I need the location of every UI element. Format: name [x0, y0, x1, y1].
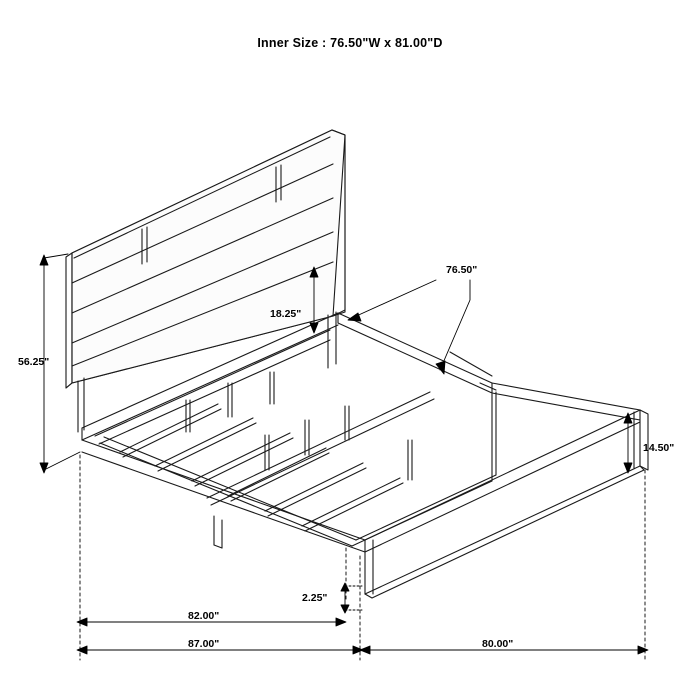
dim-label-headboard-height: 56.25"	[18, 356, 50, 368]
dim-label-inner-width: 76.50"	[446, 264, 478, 276]
dim-inner-width	[348, 280, 470, 374]
dim-rail-height	[624, 413, 632, 473]
dim-label-clearance: 2.25"	[302, 592, 328, 604]
dim-label-inner-length: 82.00"	[188, 610, 220, 622]
headboard-panel	[66, 130, 345, 388]
page-title: Inner Size : 76.50"W x 81.00"D	[257, 36, 443, 50]
dim-clearance	[341, 583, 362, 613]
dim-label-overall-width: 80.00"	[482, 638, 514, 650]
dim-label-rail-height: 14.50"	[643, 442, 675, 454]
dim-label-overall-length: 87.00"	[188, 638, 220, 650]
dim-label-headboard-panel: 18.25"	[270, 308, 302, 320]
extension-lines	[80, 455, 645, 660]
dim-overall-length	[77, 646, 363, 654]
